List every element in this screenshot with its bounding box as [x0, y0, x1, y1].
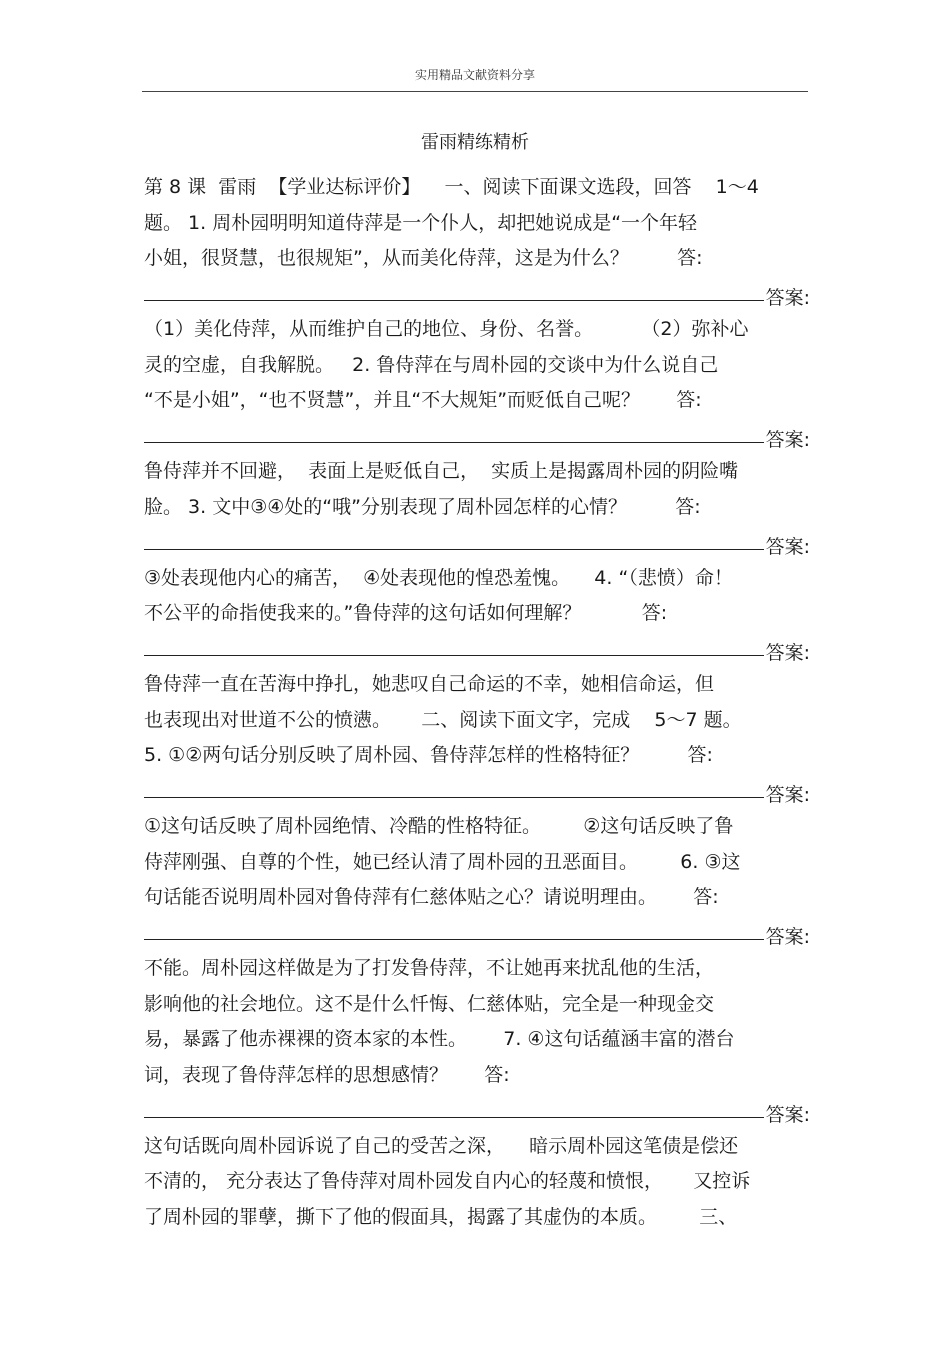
text-line: 侍萍刚强、自尊的个性，她已经认清了周朴园的丑恶面目。 6. ③这 — [144, 850, 741, 873]
text-line: 不能。周朴园这样做是为了打发鲁侍萍，不让她再来扰乱他的生活， — [144, 957, 715, 979]
text-line: 句话能否说明周朴园对鲁侍萍有仁慈体贴之心？请说明理由。 答: — [144, 886, 719, 908]
text-line: ③处表现他内心的痛苦， ④处表现他的惶恐羞愧。 4. “（悲愤）命！ — [144, 566, 733, 589]
text-line: 也表现出对世道不公的愤懑。 二、阅读下面文字，完成 5～7 题。 — [144, 708, 742, 731]
answer-line — [144, 774, 814, 810]
text-line: （1）美化侍萍，从而维护自己的地位、身份、名誉。 （2）弥补心 — [144, 318, 749, 340]
text-line: ①这句话反映了周朴园绝情、冷酷的性格特征。 ②这句话反映了鲁 — [144, 815, 734, 837]
answer-line — [144, 277, 814, 313]
answer-line — [144, 632, 814, 668]
text-line: 不公平的命指使我来的。”鲁侍萍的这句话如何理解？ 答: — [144, 602, 668, 624]
answer-blank-rule — [144, 1117, 764, 1118]
answer-label: 答案: — [765, 1103, 810, 1126]
answer-line — [144, 1093, 814, 1129]
header-divider — [142, 91, 808, 92]
text-line: 脸。 3. 文中③④处的“哦”分别表现了周朴园怎样的心情？ 答: — [144, 495, 701, 518]
answer-blank-rule — [144, 939, 764, 940]
answer-label: 答案: — [765, 429, 810, 451]
text-line: 灵的空虚，自我解脱。 2. 鲁侍萍在与周朴园的交谈中为什么说自己 — [144, 353, 719, 376]
page-header: 实用精品文献资料分享 — [414, 68, 535, 82]
answer-label: 答案: — [765, 784, 810, 806]
answer-line — [144, 419, 814, 455]
text-line: 了周朴园的罪孽，撕下了他的假面具，揭露了其虚伪的本质。 三、 — [144, 1205, 738, 1228]
document-body — [144, 170, 814, 1235]
text-line: 第 8 课 雷雨 【学业达标评价】 一、阅读下面课文选段，回答 1～4 — [144, 176, 759, 198]
text-line: 鲁侍萍并不回避， 表面上是贬低自己， 实质上是揭露周朴园的阴险嘴 — [144, 460, 739, 482]
answer-blank-rule — [144, 655, 764, 656]
text-line: 不清的， 充分表达了鲁侍萍对周朴园发自内心的轻蔑和愤恨， 又控诉 — [144, 1170, 751, 1192]
text-line: “不是小姐”，“也不贤慧”，并且“不大规矩”而贬低自己呢？ 答: — [144, 389, 702, 411]
answer-line — [144, 916, 814, 952]
text-line: 影响他的社会地位。这不是什么忏悔、仁慈体贴，完全是一种现金交 — [144, 992, 715, 1015]
answer-blank-rule — [144, 300, 764, 301]
text-line: 易，暴露了他赤裸裸的资本家的本性。 7. ④这句话蕴涵丰富的潜台 — [144, 1028, 735, 1050]
text-line: 小姐，很贤慧，也很规矩”，从而美化侍萍，这是为什么？ 答: — [144, 247, 703, 269]
answer-label: 答案: — [765, 535, 810, 558]
text-line: 5. ①②两句话分别反映了周朴园、鲁侍萍怎样的性格特征？ 答: — [144, 744, 713, 766]
answer-blank-rule — [144, 442, 764, 443]
answer-blank-rule — [144, 549, 764, 550]
text-line: 鲁侍萍一直在苦海中挣扎，她悲叹自己命运的不幸，她相信命运，但 — [144, 673, 715, 695]
answer-label: 答案: — [765, 926, 810, 948]
answer-label: 答案: — [765, 642, 810, 664]
text-line: 题。 1. 周朴园明明知道侍萍是一个仆人，却把她说成是“一个年轻 — [144, 211, 698, 234]
text-line: 这句话既向周朴园诉说了自己的受苦之深， 暗示周朴园这笔债是偿还 — [144, 1134, 739, 1157]
text-line: 词，表现了鲁侍萍怎样的思想感情？ 答: — [144, 1063, 510, 1086]
answer-line — [144, 525, 814, 561]
answer-blank-rule — [144, 797, 764, 798]
document-title: 雷雨精练精析 — [421, 132, 529, 153]
answer-label: 答案: — [765, 287, 810, 309]
